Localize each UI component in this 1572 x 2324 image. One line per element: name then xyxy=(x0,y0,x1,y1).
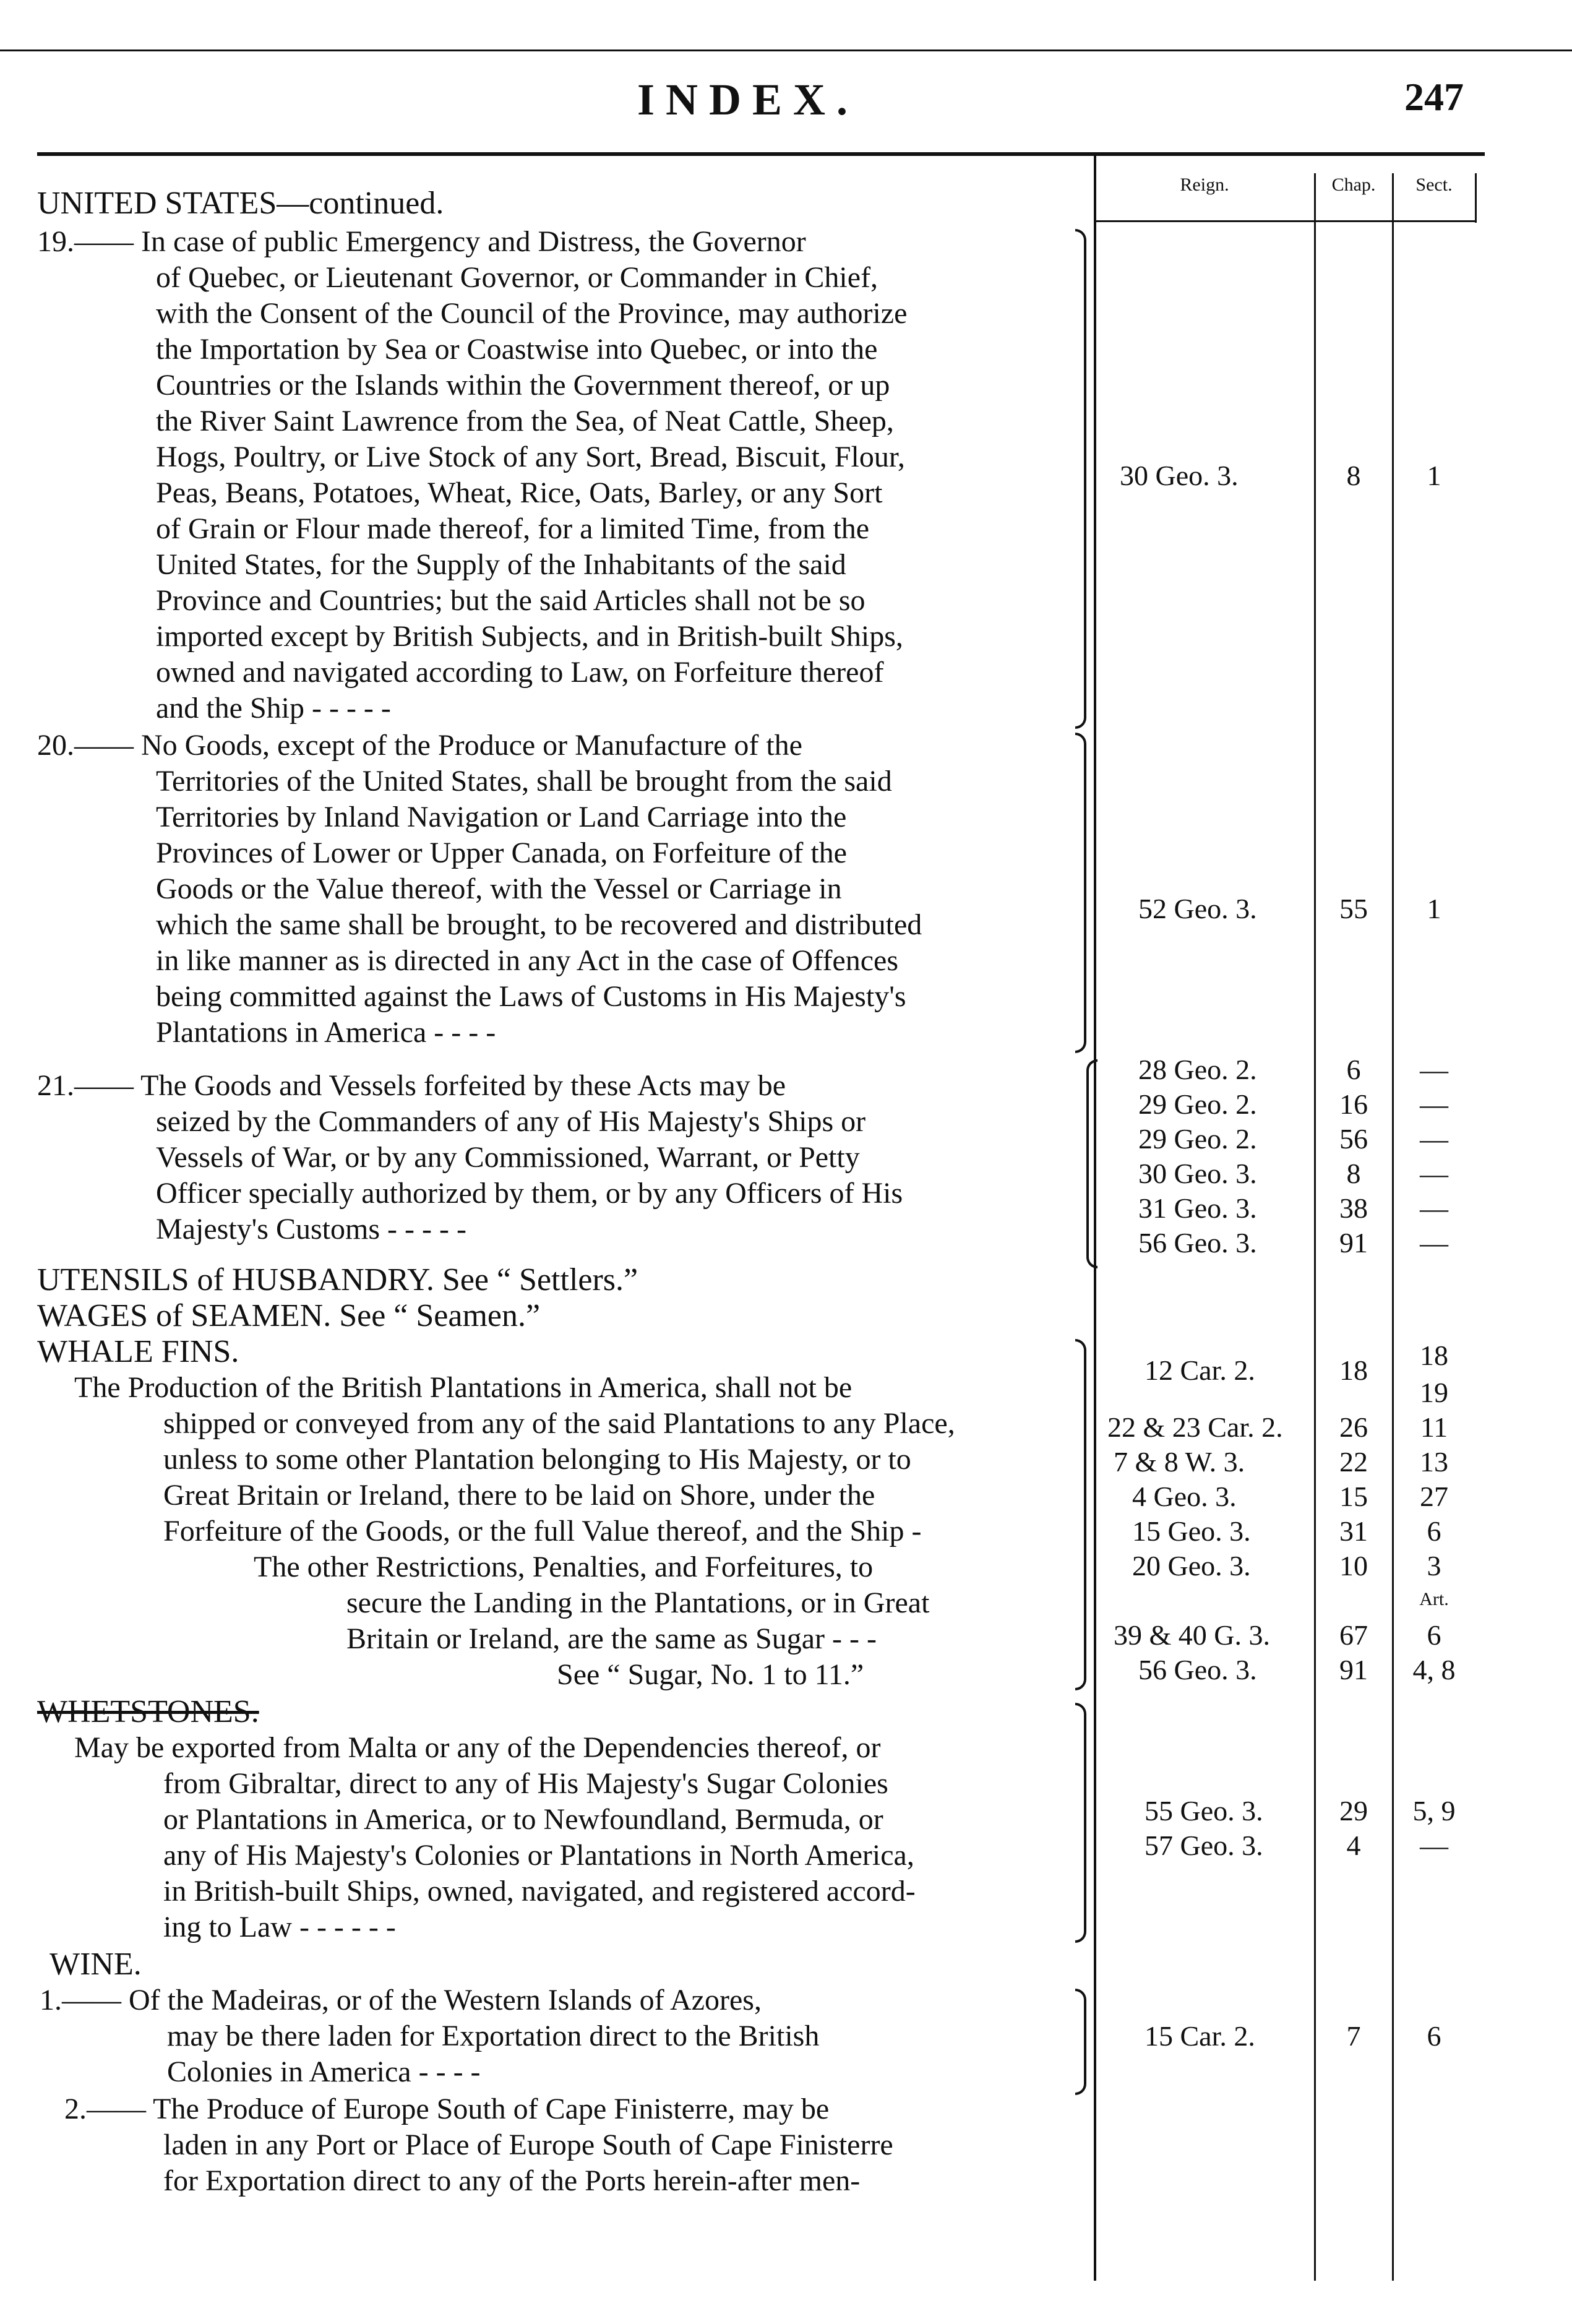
entry-21-reign: 56 Geo. 3. xyxy=(1138,1227,1257,1259)
entry-19-line: of Quebec, or Lieutenant Governor, or Commander in Chief, xyxy=(156,261,878,294)
entry-19-chap: 8 xyxy=(1346,460,1361,491)
entry-21-chap: 91 xyxy=(1339,1227,1368,1259)
wine-2-line: 2.—— The Produce of Europe South of Cape Finisterre, may be xyxy=(64,2093,830,2125)
wine-1-brace xyxy=(1075,1989,1086,2095)
whale-fins-reign: 7 & 8 W. 3. xyxy=(1114,1446,1245,1478)
whale-fins-line: secure the Landing in the Plantations, or in Great xyxy=(346,1586,930,1619)
wine-2-line: for Exportation direct to any of the Ports herein-after men- xyxy=(163,2164,861,2197)
entry-21-sect: — xyxy=(1420,1088,1448,1120)
whetstones-reign: 57 Geo. 3. xyxy=(1145,1830,1263,1861)
entry-21-line: Officer specially authorized by them, or by any Officers of His xyxy=(156,1177,903,1210)
column-rule-right xyxy=(1475,173,1477,223)
entry-19-line: and the Ship - - - - - xyxy=(156,692,391,725)
whale-fins-reign: 39 & 40 G. 3. xyxy=(1114,1619,1270,1651)
entry-21-sect: — xyxy=(1420,1123,1448,1155)
whale-fins-sect: 27 xyxy=(1420,1481,1448,1512)
entry-19-line: Peas, Beans, Potatoes, Wheat, Rice, Oats, Barley, or any Sort xyxy=(156,476,883,509)
entry-19-line: Countries or the Islands within the Government thereof, or up xyxy=(156,369,890,402)
entry-21-chap: 56 xyxy=(1339,1123,1368,1155)
entry-21-line: 21.—— The Goods and Vessels forfeited by these Acts may be xyxy=(37,1069,786,1102)
wine-2-line: laden in any Port or Place of Europe South of Cape Finisterre xyxy=(163,2128,893,2161)
entry-20-chap: 55 xyxy=(1339,893,1368,924)
whetstones-line: ing to Law - - - - - - xyxy=(163,1911,396,1943)
entry-19-line: Hogs, Poultry, or Live Stock of any Sort, Bread, Biscuit, Flour, xyxy=(156,441,905,473)
entry-20-line: Goods or the Value thereof, with the Vessel or Carriage in xyxy=(156,872,842,905)
entry-19-line: with the Consent of the Council of the Province, may authorize xyxy=(156,297,908,330)
whale-fins-reign: 22 & 23 Car. 2. xyxy=(1107,1411,1283,1443)
entry-20-reign: 52 Geo. 3. xyxy=(1138,893,1257,924)
column-header-reign: Reign. xyxy=(1180,174,1229,195)
entry-21-brace xyxy=(1086,1059,1097,1268)
entry-21-line: Majesty's Customs - - - - - xyxy=(156,1213,466,1246)
entry-19-brace xyxy=(1075,229,1086,729)
whetstones-chap: 29 xyxy=(1339,1795,1368,1827)
section-heading-wine: WINE. xyxy=(49,1947,142,1982)
whale-fins-chap: 18 xyxy=(1339,1354,1368,1386)
entry-21-sect: — xyxy=(1420,1227,1448,1259)
whetstones-line: from Gibraltar, direct to any of His Majesty's Sugar Colonies xyxy=(163,1767,888,1800)
entry-21-reign: 28 Geo. 2. xyxy=(1138,1054,1257,1085)
whale-fins-chap: 10 xyxy=(1339,1550,1368,1582)
column-header-chap: Chap. xyxy=(1331,174,1376,195)
whale-fins-sect: 6 xyxy=(1427,1515,1441,1547)
whale-fins-line: The other Restrictions, Penalties, and Forfeitures, to xyxy=(254,1551,874,1583)
whale-fins-sect: 18 xyxy=(1420,1340,1448,1371)
wine-1-line: 1.—— Of the Madeiras, or of the Western Islands of Azores, xyxy=(40,1984,762,2016)
page-title: INDEX. xyxy=(637,75,859,124)
entry-19-line: imported except by British Subjects, and in British-built Ships, xyxy=(156,620,903,653)
entry-21-sect: — xyxy=(1420,1192,1448,1224)
entry-20-sect: 1 xyxy=(1427,893,1441,924)
wine-1-chap: 7 xyxy=(1346,2020,1361,2052)
whetstones-sect: — xyxy=(1420,1830,1448,1861)
whale-fins-chap: 67 xyxy=(1339,1619,1368,1651)
whale-fins-sect: 6 xyxy=(1427,1619,1441,1651)
entry-21-sect: — xyxy=(1420,1158,1448,1189)
entry-21-chap: 6 xyxy=(1346,1054,1361,1085)
running-head xyxy=(0,74,1572,124)
wine-1-reign: 15 Car. 2. xyxy=(1145,2020,1255,2052)
whale-fins-chap: 22 xyxy=(1339,1446,1368,1478)
whale-fins-brace xyxy=(1075,1339,1086,1690)
entry-21-reign: 30 Geo. 3. xyxy=(1138,1158,1257,1189)
entry-19-line: the River Saint Lawrence from the Sea, of Neat Cattle, Sheep, xyxy=(156,405,894,437)
entry-21-chap: 16 xyxy=(1339,1088,1368,1120)
entry-20-line: which the same shall be brought, to be recovered and distributed xyxy=(156,908,922,941)
whale-fins-sect: 11 xyxy=(1420,1411,1448,1443)
entry-20-line: Plantations in America - - - - xyxy=(156,1016,496,1049)
entry-20-brace xyxy=(1075,733,1086,1053)
section-heading-whetstones: WHETSTONES. xyxy=(37,1694,259,1729)
whetstones-chap: 4 xyxy=(1346,1830,1361,1861)
entry-21-line: Vessels of War, or by any Commissioned, Warrant, or Petty xyxy=(156,1141,860,1174)
whale-fins-sect: Art. xyxy=(1419,1589,1449,1609)
whale-fins-reign: 56 Geo. 3. xyxy=(1138,1654,1257,1685)
whale-fins-reign: 15 Geo. 3. xyxy=(1132,1515,1251,1547)
whale-fins-sect: 3 xyxy=(1427,1550,1441,1582)
entry-19-line: Province and Countries; but the said Articles shall not be so xyxy=(156,584,865,617)
entry-20-line: 20.—— No Goods, except of the Produce or Manufacture of the xyxy=(37,729,802,762)
entry-21-reign: 29 Geo. 2. xyxy=(1138,1088,1257,1120)
column-header-sect: Sect. xyxy=(1415,174,1453,195)
wine-1-sect: 6 xyxy=(1427,2020,1441,2052)
whetstones-line: or Plantations in America, or to Newfoundland, Bermuda, or xyxy=(163,1803,883,1836)
whale-fins-line: Forfeiture of the Goods, or the full Value thereof, and the Ship - xyxy=(163,1515,922,1547)
whale-fins-reign: 12 Car. 2. xyxy=(1145,1354,1255,1386)
entry-19-line: owned and navigated according to Law, on Forfeiture thereof xyxy=(156,656,884,689)
entry-20-line: Provinces of Lower or Upper Canada, on Forfeiture of the xyxy=(156,837,847,869)
whetstones-reign: 55 Geo. 3. xyxy=(1145,1795,1263,1827)
whetstones-line: in British-built Ships, owned, navigated, and registered accord- xyxy=(163,1875,916,1908)
entry-19-reign: 30 Geo. 3. xyxy=(1120,460,1239,491)
whale-fins-chap: 31 xyxy=(1339,1515,1368,1547)
whale-fins-line: The Production of the British Plantations in America, shall not be xyxy=(74,1371,853,1404)
whale-fins-sect: 13 xyxy=(1420,1446,1448,1478)
wine-1-line: may be there laden for Exportation direct to the British xyxy=(167,2020,820,2052)
whale-fins-sect: 4, 8 xyxy=(1412,1654,1456,1685)
column-head-underline xyxy=(1095,220,1476,222)
entry-utensils: UTENSILS of HUSBANDRY. See “ Settlers.” xyxy=(37,1262,638,1298)
whale-fins-line: Great Britain or Ireland, there to be laid on Shore, under the xyxy=(163,1479,875,1512)
whetstones-sect: 5, 9 xyxy=(1412,1795,1456,1827)
entry-20-line: Territories of the United States, shall be brought from the said xyxy=(156,765,892,798)
page-number: 247 xyxy=(1404,75,1464,119)
whale-fins-chap: 15 xyxy=(1339,1481,1368,1512)
whale-fins-line: See “ Sugar, No. 1 to 11.” xyxy=(557,1658,864,1691)
top-rule xyxy=(0,49,1572,51)
whale-fins-line: unless to some other Plantation belonging to His Majesty, or to xyxy=(163,1443,911,1476)
whale-fins-line: shipped or conveyed from any of the said Plantations to any Place, xyxy=(163,1407,955,1440)
entry-21-chap: 38 xyxy=(1339,1192,1368,1224)
entry-20-line: Territories by Inland Navigation or Land Carriage into the xyxy=(156,801,847,833)
entry-19-line: of Grain or Flour made thereof, for a limited Time, from the xyxy=(156,512,870,545)
section-heading-united-states: UNITED STATES—continued. xyxy=(37,186,444,221)
whale-fins-reign: 20 Geo. 3. xyxy=(1132,1550,1251,1582)
entry-wages: WAGES of SEAMEN. See “ Seamen.” xyxy=(37,1298,541,1333)
whetstones-brace xyxy=(1075,1703,1086,1943)
entry-21-sect: — xyxy=(1420,1054,1448,1085)
whale-fins-chap: 26 xyxy=(1339,1411,1368,1443)
entry-20-line: in like manner as is directed in any Act in the case of Offences xyxy=(156,944,899,977)
entry-20-line: being committed against the Laws of Customs in His Majesty's xyxy=(156,980,906,1013)
whale-fins-sect: 19 xyxy=(1420,1377,1448,1408)
entry-19-line: 19.—— In case of public Emergency and Distress, the Governor xyxy=(37,225,806,258)
whetstones-line: any of His Majesty's Colonies or Plantations in North America, xyxy=(163,1839,914,1872)
entry-21-reign: 31 Geo. 3. xyxy=(1138,1192,1257,1224)
entry-19-line: United States, for the Supply of the Inhabitants of the said xyxy=(156,548,846,581)
section-heading-whale-fins: WHALE FINS. xyxy=(37,1334,239,1369)
whetstones-line: May be exported from Malta or any of the Dependencies thereof, or xyxy=(74,1731,881,1764)
wine-1-line: Colonies in America - - - - xyxy=(167,2055,481,2088)
entry-19-sect: 1 xyxy=(1427,460,1441,491)
entry-21-reign: 29 Geo. 2. xyxy=(1138,1123,1257,1155)
whale-fins-line: Britain or Ireland, are the same as Sugar - - - xyxy=(346,1622,877,1655)
entry-21-line: seized by the Commanders of any of His Majesty's Ships or xyxy=(156,1105,866,1138)
header-rule xyxy=(37,152,1485,156)
whale-fins-reign: 4 Geo. 3. xyxy=(1132,1481,1237,1512)
entry-19-line: the Importation by Sea or Coastwise into Quebec, or into the xyxy=(156,333,878,366)
whale-fins-chap: 91 xyxy=(1339,1654,1368,1685)
entry-21-chap: 8 xyxy=(1346,1158,1361,1189)
